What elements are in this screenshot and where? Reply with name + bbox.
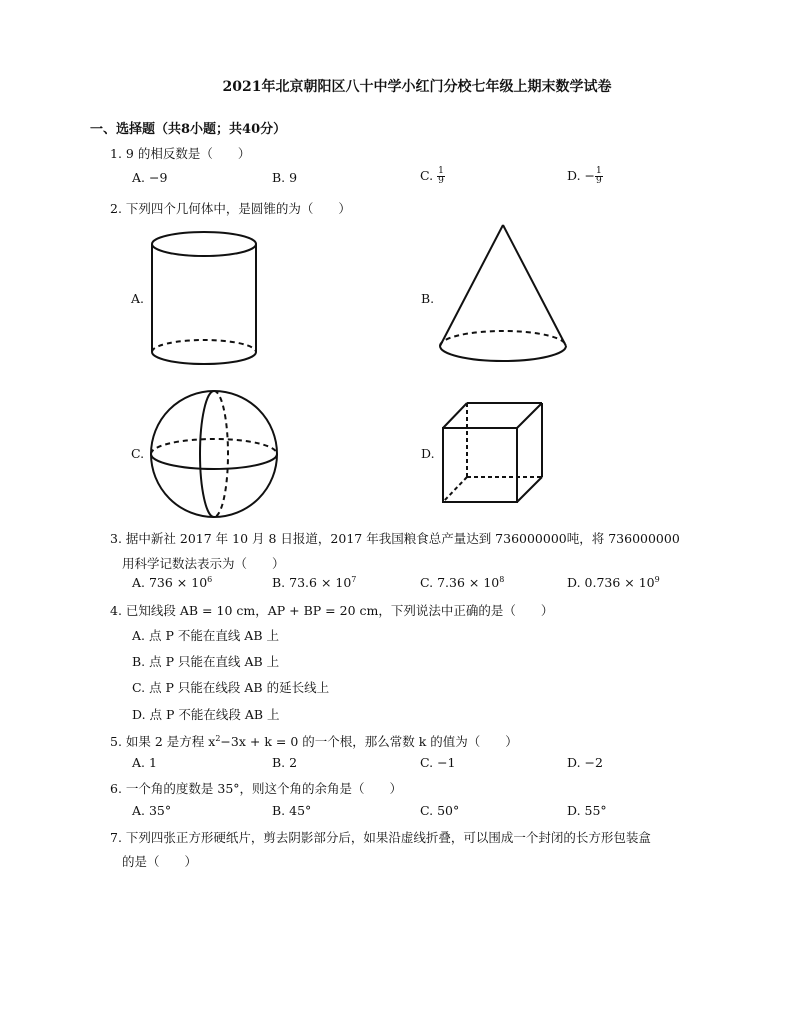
q6-option-b: B. 45° <box>272 803 312 818</box>
question-6-stem: 6. 一个角的度数是 35°，则这个角的余角是（ ） <box>110 781 403 796</box>
q5-option-d: D. −2 <box>567 755 603 770</box>
cone-figure <box>436 222 586 372</box>
q5-option-b: B. 2 <box>272 755 298 770</box>
question-4-stem: 4. 已知线段 AB = 10 cm，AP + BP = 20 cm，下列说法中正确的是（ ） <box>110 603 554 618</box>
page-title: 2021年北京朝阳区八十中学小红门分校七年级上期末数学试卷 <box>222 79 612 95</box>
sphere-figure <box>148 388 282 522</box>
q3-option-d: D. $0.736 \times 10^9$ <box>567 575 660 591</box>
q5-option-a: A. 1 <box>132 755 157 770</box>
question-7-stem-line2: 的是（ ） <box>122 854 198 869</box>
q4-option-d: D. 点 P 不能在线段 AB 上 <box>132 707 280 722</box>
cylinder-figure <box>148 228 260 370</box>
q2-option-d: D. <box>421 446 435 461</box>
q3-option-b: B. $73.6 \times 10^7$ <box>272 575 357 591</box>
q1-option-c: C. $\frac{1}{9}$ <box>420 166 444 186</box>
question-3-stem-line1: 3. 据中新社 2017 年 10 月 8 日报道，2017 年我国粮食总产量达到 736000000吨，将 736000000 <box>110 531 680 546</box>
q1-option-a: A. −9 <box>132 170 168 185</box>
question-7-stem-line1: 7. 下列四张正方形硬纸片，剪去阴影部分后，如果沿虚线折叠，可以围成一个封闭的长方形包装盒 <box>110 830 651 845</box>
q2-option-a: A. <box>131 291 145 306</box>
q4-option-c: C. 点 P 只能在线段 AB 的延长线上 <box>132 680 330 695</box>
question-5-stem: 5. 如果 2 是方程 $x^2-3x + k = 0$ 的一个根，那么常数 k 的值为（ ） <box>110 733 518 749</box>
q6-option-d: D. 55° <box>567 803 607 818</box>
question-2-stem: 2. 下列四个几何体中，是圆锥的为（ ） <box>110 201 351 216</box>
q1-option-b: B. 9 <box>272 170 298 185</box>
cube-figure <box>440 400 550 506</box>
q4-option-b: B. 点 P 只能在直线 AB 上 <box>132 654 280 669</box>
section-heading: 一、选择题（共8小题；共40分） <box>90 122 287 137</box>
q6-option-c: C. 50° <box>420 803 460 818</box>
q5-option-c: C. −1 <box>420 755 456 770</box>
q2-option-b: B. <box>421 291 435 306</box>
q2-option-c: C. <box>131 446 145 461</box>
q1-option-d: D. − $\frac{1}{9}$ <box>567 166 602 186</box>
q3-option-c: C. $7.36 \times 10^8$ <box>420 575 505 591</box>
question-3-stem-line2: 用科学记数法表示为（ ） <box>122 556 285 571</box>
q4-option-a: A. 点 P 不能在直线 AB 上 <box>132 628 279 643</box>
q6-option-a: A. 35° <box>132 803 172 818</box>
q3-option-a: A. $736 \times 10^6$ <box>132 575 213 591</box>
question-1-stem: 1. 9 的相反数是（ ） <box>110 146 251 161</box>
